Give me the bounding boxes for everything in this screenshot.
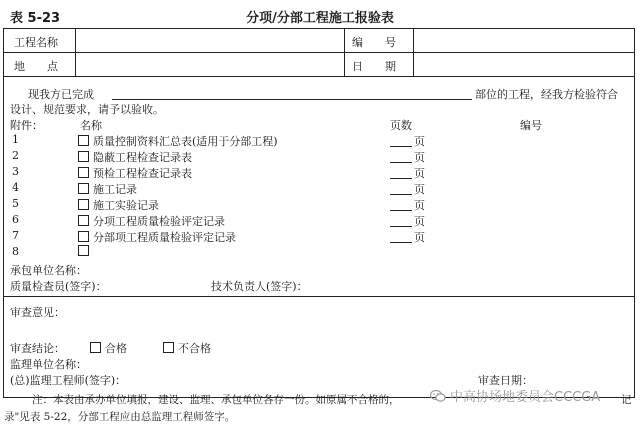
contractor-label: 承包单位名称：	[10, 264, 87, 277]
review-conclusion-label: 审查结论：	[10, 342, 65, 355]
engineer-label: (总)监理工程师(签字)：	[10, 374, 127, 387]
location-field[interactable]	[80, 55, 338, 73]
table-id: 表 5-23	[10, 11, 61, 26]
statement-start: 现我方已完成	[28, 88, 94, 101]
page-unit: 页	[414, 183, 425, 196]
list-item[interactable]	[78, 181, 137, 197]
col-divider	[344, 28, 345, 76]
attachment-no: 8	[12, 245, 19, 258]
row-divider	[3, 52, 635, 53]
note-line1: 注：本表由承办单位填报，建设、监理、承包单位各存一份。如原属不合格的，	[32, 394, 400, 406]
checkbox[interactable]	[78, 135, 89, 146]
fail-label: 不合格	[178, 342, 211, 355]
review-opinion-label: 审查意见：	[10, 306, 65, 319]
attachment-name: 质量控制资料汇总表(适用于分部工程)	[93, 135, 278, 148]
pass-option[interactable]	[90, 340, 127, 356]
note-line2: 录"见表 5-22，分部工程应由总监理工程师签字。	[4, 411, 236, 423]
watermark	[430, 386, 635, 406]
page-unit: 页	[414, 231, 425, 244]
page-unit: 页	[414, 135, 425, 148]
attachment-no: 2	[12, 149, 19, 162]
list-item[interactable]	[78, 149, 192, 165]
col-pages-header: 页数	[390, 119, 412, 132]
date-field[interactable]	[418, 55, 630, 73]
attachment-name: 隐蔽工程检查记录表	[93, 151, 192, 164]
col-divider	[75, 28, 76, 76]
attachment-no: 4	[12, 181, 19, 194]
attachment-no: 7	[12, 229, 19, 242]
checkbox[interactable]	[78, 199, 89, 210]
tech-lead-label: 技术负责人(签字)：	[211, 280, 308, 293]
attachment-no: 1	[12, 133, 19, 146]
checkbox[interactable]	[78, 183, 89, 194]
page-count-blank[interactable]	[390, 178, 412, 179]
attachment-name: 预检工程检查记录表	[93, 167, 192, 180]
attachment-name: 分部项工程质量检验评定记录	[93, 231, 236, 244]
page-count-blank[interactable]	[390, 194, 412, 195]
list-item[interactable]	[78, 245, 93, 258]
location-label: 地 点	[14, 60, 58, 73]
list-item[interactable]	[78, 197, 159, 213]
col-divider	[413, 28, 414, 76]
page-unit: 页	[414, 167, 425, 180]
page-count-blank[interactable]	[390, 210, 412, 211]
list-item[interactable]	[78, 165, 192, 181]
page-count-blank[interactable]	[390, 162, 412, 163]
project-name-label: 工程名称	[14, 36, 58, 49]
page-count-blank[interactable]	[390, 242, 412, 243]
wechat-icon	[430, 389, 446, 403]
watermark-text: 中高协场地委员会CCCGA	[450, 390, 601, 405]
serial-label: 编 号	[352, 36, 396, 49]
date-label: 日 期	[352, 60, 396, 73]
attachment-name: 施工记录	[93, 183, 137, 196]
page-unit: 页	[414, 215, 425, 228]
page-count-blank[interactable]	[390, 146, 412, 147]
pass-checkbox[interactable]	[90, 342, 101, 353]
completed-part-blank[interactable]	[112, 99, 472, 100]
attachment-no: 6	[12, 213, 19, 226]
supervisor-unit-label: 监理单位名称：	[10, 358, 87, 371]
review-date-label: 审查日期：	[478, 374, 533, 387]
fail-option[interactable]	[163, 340, 211, 356]
row-divider	[3, 76, 635, 77]
checkbox[interactable]	[78, 151, 89, 162]
fail-checkbox[interactable]	[163, 342, 174, 353]
col-name-header: 名称	[80, 119, 102, 132]
page-count-blank[interactable]	[390, 226, 412, 227]
attachment-no: 3	[12, 165, 19, 178]
project-name-field[interactable]	[80, 31, 338, 49]
attachment-no: 5	[12, 197, 19, 210]
statement-line2: 设计、规范要求，请予以验收。	[10, 103, 164, 116]
attachments-label: 附件：	[10, 119, 43, 132]
inspector-label: 质量检查员(签字)：	[10, 280, 107, 293]
col-number-header: 编号	[520, 119, 542, 132]
section-divider	[3, 296, 635, 297]
page-unit: 页	[414, 199, 425, 212]
attachment-name: 分项工程质量检验评定记录	[93, 215, 225, 228]
list-item[interactable]	[78, 229, 236, 245]
checkbox[interactable]	[78, 167, 89, 178]
checkbox[interactable]	[78, 245, 89, 256]
note-line1-tail: 记	[621, 394, 632, 406]
list-item[interactable]	[78, 133, 278, 149]
serial-field[interactable]	[418, 31, 630, 49]
checkbox[interactable]	[78, 231, 89, 242]
checkbox[interactable]	[78, 215, 89, 226]
list-item[interactable]	[78, 213, 225, 229]
statement-end: 部位的工程，经我方检验符合	[475, 88, 618, 101]
attachment-name: 施工实验记录	[93, 199, 159, 212]
pass-label: 合格	[105, 342, 127, 355]
form-title: 分项/分部工程施工报验表	[246, 11, 394, 26]
page-unit: 页	[414, 151, 425, 164]
